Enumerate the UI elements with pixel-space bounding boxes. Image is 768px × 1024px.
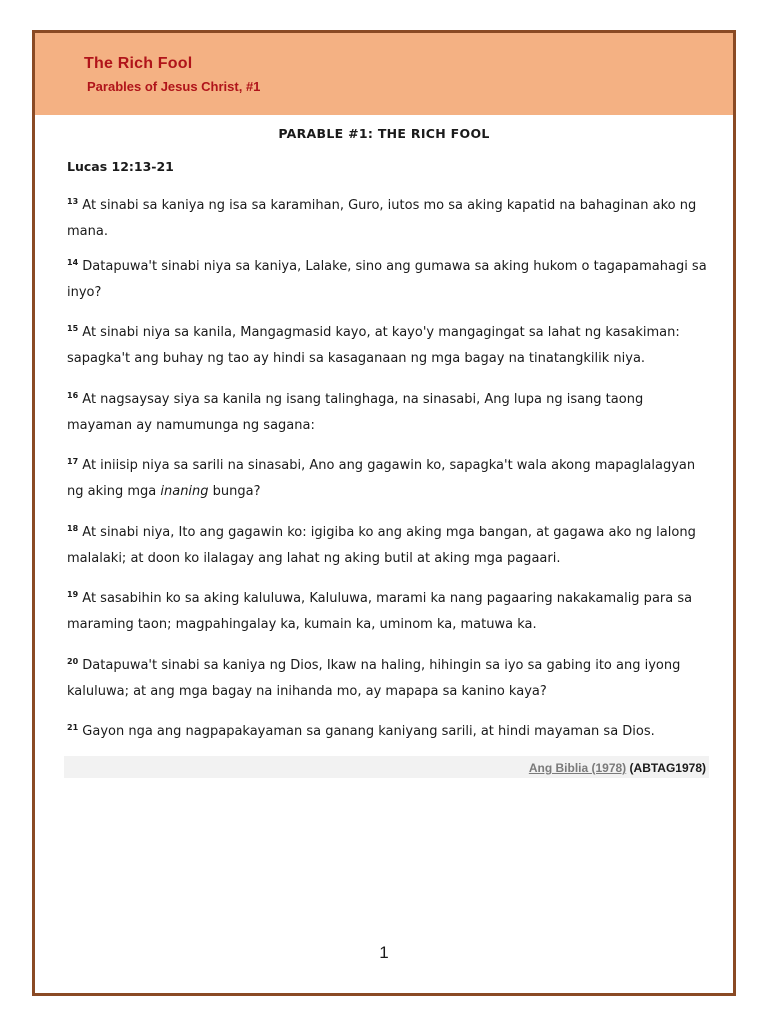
verse-number: 16 (67, 391, 79, 400)
verse-text: Datapuwa't sinabi sa kaniya ng Dios, Ikaw na haling, hihingin sa iyo sa gabing ito ang iyong kaluluwa; at ang mga bagay na inihanda mo, ay mapapa sa kanino kaya? (67, 658, 681, 699)
verse-18 (67, 520, 707, 572)
verse-20 (67, 653, 707, 705)
verse-text: Gayon nga ang nagpapakayaman sa ganang kaniyang sarili, at hindi mayaman sa Dios. (82, 724, 655, 739)
verse-17 (67, 453, 707, 505)
bible-citation (529, 761, 706, 775)
parable-heading: PARABLE #1: THE RICH FOOL (278, 126, 490, 141)
verse-text: At sinabi niya, Ito ang gagawin ko: igigiba ko ang aking mga bangan, at gagawa ako ng lalong malalaki; at doon ko ilalagay ang lahat ng aking butil at aking mga pagaari. (67, 525, 696, 566)
verse-13 (67, 193, 707, 245)
verse-text: Datapuwa't sinabi niya sa kaniya, Lalake, sino ang gumawa sa aking hukom o tagapamahagi sa inyo? (67, 259, 707, 300)
page-number: 1 (379, 943, 389, 962)
verse-number: 20 (67, 657, 79, 666)
verse-number: 14 (67, 258, 79, 267)
verse-text: At sinabi niya sa kanila, Mangagmasid kayo, at kayo'y mangagingat sa lahat ng kasakiman: sapagka't ang buhay ng tao ay hindi sa kasaganaan ng mga bagay na tinatangkilik niya. (67, 325, 680, 366)
verse-number: 17 (67, 457, 79, 466)
document-subtitle: Parables of Jesus Christ, #1 (87, 79, 261, 94)
verse-text: At sinabi sa kaniya ng isa sa karamihan, Guro, iutos mo sa aking kapatid na bahaginan ako ng mana. (67, 198, 697, 239)
verse-number: 15 (67, 324, 79, 333)
verse-15 (67, 320, 707, 372)
verse-14 (67, 254, 707, 306)
document-title: The Rich Fool (84, 55, 193, 72)
verse-text: At sasabihin ko sa aking kaluluwa, Kaluluwa, marami ka nang pagaaring nakakamalig para sa maraming taon; magpahingalay ka, kumain ka, uminom ka, matuwa ka. (67, 591, 693, 632)
verse-text-before: At iniisip niya sa sarili na sinasabi, Ano ang gagawin ko, sapagka't wala akong mapaglalagyan ng aking mga (67, 458, 696, 499)
scripture-reference: Lucas 12:13-21 (67, 159, 174, 174)
verse-number: 21 (67, 723, 79, 732)
verse-21 (67, 719, 707, 745)
verse-number: 18 (67, 524, 79, 533)
verse-number: 13 (67, 197, 79, 206)
citation-link[interactable]: Ang Biblia (1978) (528, 761, 627, 775)
header-band (35, 33, 733, 115)
verse-number: 19 (67, 590, 79, 599)
verse-text: At nagsaysay siya sa kanila ng isang talinghaga, na sinasabi, Ang lupa ng isang taong mayaman ay namumunga ng sagana: (67, 392, 644, 433)
verse-19 (67, 586, 707, 638)
verse-16 (67, 387, 707, 439)
verse-text-after: bunga? (208, 484, 261, 499)
page-frame (32, 30, 736, 996)
citation-code: (ABTAG1978) (629, 761, 706, 775)
verse-text-italic: inaning (160, 484, 209, 499)
